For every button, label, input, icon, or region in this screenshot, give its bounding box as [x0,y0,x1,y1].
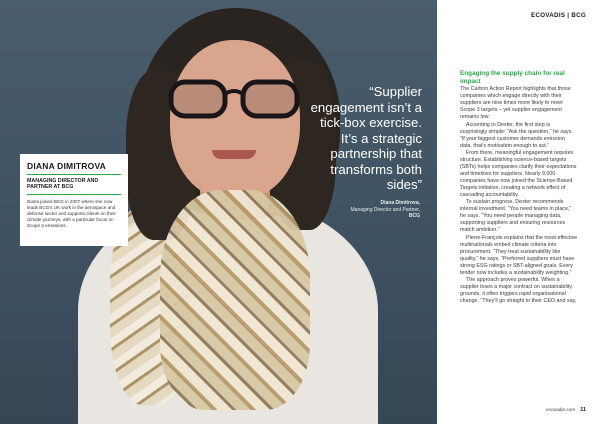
photo-face [170,40,300,200]
quote-attribution-role: Managing Director and Partner, [350,206,420,213]
page-number: 11 [580,407,586,413]
quote-attribution-org: BCG [408,213,420,219]
photo-scarf [160,190,310,410]
quote-attribution [340,200,420,220]
profile-title: MANAGING DIRECTOR AND PARTNER AT BCG [27,178,99,191]
article-paragraph: From there, meaningful engagement requires structure. Establishing science-based targets (SBTs) helps companies clarify their expectations and timelines for suppliers. Nearly 9,000 companies have now joined the Science-Based Targets initiative, creating a network effect of cascading accountability. [460,149,577,199]
article-column [460,70,578,305]
profile-card [20,154,128,246]
glasses-icon [165,78,305,120]
article-paragraph: According to Dexter, the first step is surprisingly simple: “Ask the question,” he says. “If your biggest customer demands emission data, that’s motivation enough to act.” [460,121,573,149]
quote-attribution-name: Diana Dimitrova, [380,200,420,206]
photo-mouth [212,150,256,159]
article-paragraph: The approach proves powerful. When a supplier loses a major contract on sustainability grounds, it often triggers rapid organisational change. “They’ll go straight to their CEO and say, [460,276,577,305]
footer-site: ecovadis.com [545,408,576,413]
profile-divider-2 [27,194,121,195]
profile-name: DIANA DIMITROVA [27,161,107,171]
article-paragraph: Pierre-François explains that the most effective multinationals embed climate criteria into procurement. “They treat sustainability like quality,” he says. “Preferred suppliers must have strong ESG ratings or SBT-aligned goals. Every tender now includes a sustainability weighting.” [460,234,578,276]
profile-bio: Diana joined BCG in 2007 where she now leads BCG’s UK work in the aerospace and defense sector and supports clients on their climate journeys, with a particular focus on Scope 3 emissions. [27,198,116,229]
article-heading: Engaging the supply chain for real impact [460,70,565,85]
article-paragraph: The Carbon Action Report highlights that those companies which engage directly with their suppliers are nine times more likely to meet Scope 3 targets – yet supplier engagement remains low. [460,86,571,121]
page-footer [520,407,586,413]
article-body [460,86,578,305]
pull-quote: “Supplier engagement isn’t a tick-box exercise. It’s a strategic partnership that transforms both sides” [310,84,422,192]
article-paragraph: To sustain progress, Dexter recommends internal investment. “You need teams in place,” he says. “You need people managing data, supporting suppliers and ensuring resources match ambition.” [460,199,572,234]
profile-divider [27,174,121,175]
publication-header: ECOVADIS | BCG [531,12,586,19]
